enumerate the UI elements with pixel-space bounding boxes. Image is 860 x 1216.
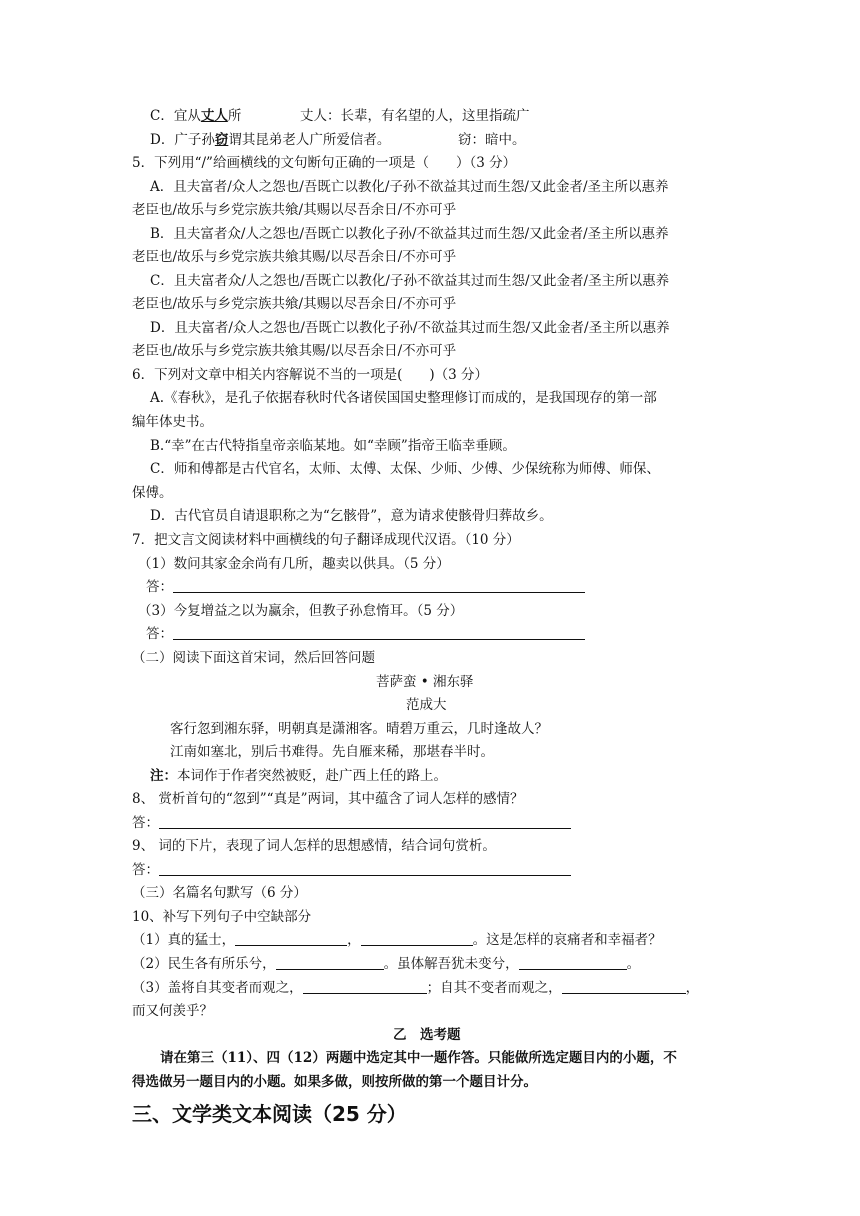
q6-option-b: B.“幸”在古代特指皇帝亲临某地。如“幸顾”指帝王临幸垂顾。	[150, 438, 516, 454]
answer-blank[interactable]	[173, 578, 585, 593]
q7-sentence-3: （3）今复增益之以为赢余，但教子孙怠惰耳。（5 分）	[138, 603, 464, 619]
underlined-word: 窃	[214, 132, 229, 148]
answer-blank[interactable]	[173, 625, 585, 640]
q5-option-a-line2: 老臣也/故乐与乡党宗族共飨/其赐以尽吾余日/不亦可乎	[132, 202, 457, 218]
fill-blank[interactable]	[303, 979, 427, 994]
q4-option-c: C．宜从丈人所	[150, 108, 242, 124]
q6-option-a-line2: 编年体史书。	[132, 414, 213, 430]
fill-blank[interactable]	[519, 955, 627, 970]
q5-option-d-line1: D．且夫富者/众人之怨也/吾既亡以教化子孙/不欲益其过而生怨/又此金者/圣主所以惠养	[150, 320, 670, 336]
sec3-title: （三）名篇名句默写（6 分）	[132, 885, 307, 901]
q5-option-d-line2: 老臣也/故乐与乡党宗族共飨其赐/以尽吾余日/不亦可乎	[132, 343, 457, 359]
q4-option-d: D．广子孙窃谓其昆弟老人广所爱信者。	[150, 132, 391, 148]
poem-intro: （二）阅读下面这首宋词，然后回答问题	[132, 650, 375, 666]
q5-stem: 5．下列用“/”给画横线的文句断句正确的一项是（ ）（3 分）	[132, 155, 517, 171]
q8-stem: 8、 赏析首句的“忽到”“真是”两词，其中蕴含了词人怎样的感情？	[132, 791, 524, 807]
poem-title: 菩萨蛮 • 湘东驿	[376, 674, 474, 690]
q9-answer: 答：	[132, 860, 571, 880]
q5-option-b-line1: B．且夫富者众/人之怨也/吾既亡以教化子孙/不欲益其过而生怨/又此金者/圣主所以惠养	[150, 226, 669, 242]
q6-option-d: D．古代官员自请退职称之为“乞骸骨”，意为请求使骸骨归葬故乡。	[150, 508, 553, 524]
poem-line-2: 江南如塞北，别后书难得。先自雁来稀，那堪春半时。	[170, 744, 494, 760]
q7-answer-1: 答：	[146, 577, 585, 597]
q5-option-c-line2: 老臣也/故乐与乡党宗族共飨/其赐以尽吾余日/不亦可乎	[132, 296, 457, 312]
q7-stem: 7．把文言文阅读材料中画横线的句子翻译成现代汉语。（10 分）	[132, 532, 520, 548]
elective-title: 乙 选考题	[393, 1027, 461, 1043]
q8-answer: 答：	[132, 813, 571, 833]
q6-option-a-line1: A.《春秋》，是孔子依据春秋时代各诸侯国国史整理修订而成的，是我国现存的第一部	[150, 390, 657, 406]
q4-option-c-gloss: 丈人：长辈，有名望的人，这里指疏广	[300, 108, 530, 124]
q5-option-c-line1: C．且夫富者众/人之怨也/吾既亡以教化/子孙不欲益其过而生怨/又此金者/圣主所以惠养	[150, 273, 670, 289]
q10-item-2: （2）民生各有所乐兮， 。虽体解吾犹未变兮， 。	[132, 956, 641, 972]
poem-author: 范成大	[406, 697, 447, 713]
fill-blank[interactable]	[276, 955, 384, 970]
q10-item-3: （3）盖将自其变者而观之， ；自其不变者而观之， ，	[132, 980, 700, 996]
q6-stem: 6．下列对文章中相关内容解说不当的一项是( )（3 分）	[132, 367, 489, 383]
q10-item-3-cont: 而又何羡乎？	[132, 1003, 213, 1019]
q7-answer-3: 答：	[146, 624, 585, 644]
fill-blank[interactable]	[361, 931, 473, 946]
q9-stem: 9、 词的下片，表现了词人怎样的思想感情，结合词句赏析。	[132, 838, 496, 854]
q10-item-1: （1）真的猛士， ， 。这是怎样的哀痛者和幸福者？	[132, 932, 662, 948]
poem-line-1: 客行忽到湘东驿，明朝真是潇湘客。晴碧万重云，几时逢故人？	[170, 721, 548, 737]
section-heading: 三、文学类文本阅读（25 分）	[132, 1102, 407, 1126]
answer-blank[interactable]	[159, 814, 571, 829]
fill-blank[interactable]	[562, 979, 686, 994]
underlined-word: 丈人	[200, 108, 228, 124]
q6-option-c-line2: 保傅。	[132, 485, 173, 501]
answer-blank[interactable]	[159, 861, 571, 876]
q5-option-a-line1: A．且夫富者/众人之怨也/吾既亡以教化/子孙不欲益其过而生怨/又此金者/圣主所以惠养	[150, 179, 669, 195]
fill-blank[interactable]	[235, 931, 347, 946]
q6-option-c-line1: C．师和傅都是古代官名，太师、太傅、太保、少师、少傅、少保统称为师傅、师保、	[150, 461, 660, 477]
q5-option-b-line2: 老臣也/故乐与乡党宗族共飨其赐/以尽吾余日/不亦可乎	[132, 249, 457, 265]
elective-instruction-2: 得选做另一题目内的小题。如果多做，则按所做的第一个题目计分。	[132, 1074, 537, 1090]
poem-note: 注：本词作于作者突然被贬，赴广西上任的路上。	[150, 768, 447, 784]
q10-stem: 10、补写下列句子中空缺部分	[132, 909, 312, 925]
q7-sentence-1: （1）数问其家金余尚有几所，趣卖以供具。（5 分）	[138, 556, 450, 572]
q4-option-d-gloss: 窃：暗中。	[458, 132, 526, 148]
elective-instruction-1: 请在第三（11）、四（12）两题中选定其中一题作答。只能做所选定题目内的小题，不	[160, 1050, 677, 1066]
